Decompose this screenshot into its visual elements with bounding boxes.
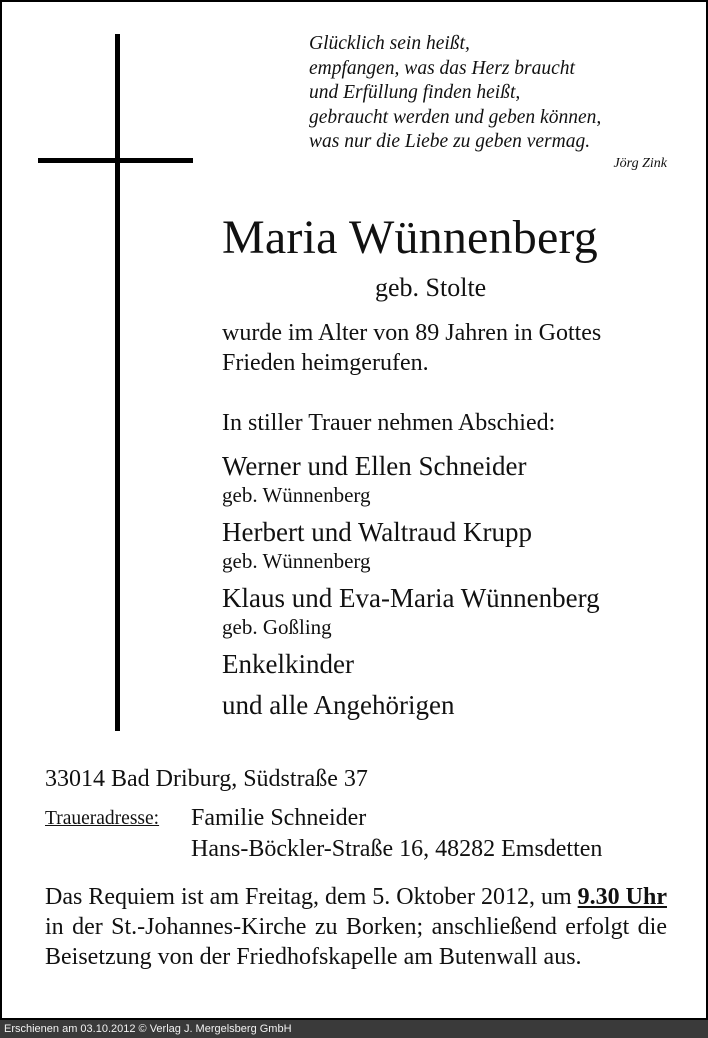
poem [309, 32, 669, 173]
mourners-list [222, 450, 682, 730]
deceased-maiden-name: geb. Stolte [375, 273, 487, 302]
requiem-part: in der St.-Johannes-Kirche zu Borken; anschließend erfolgt die Beisetzung von der Friedhofskapelle am Butenwall aus. [45, 914, 667, 970]
mourners-extra: und alle Angehörigen [222, 690, 455, 720]
trauer-address-line: Familie Schneider [191, 805, 367, 831]
deceased-intro: wurde im Alter von 89 Jahren in Gottes Frieden heimgerufen. [222, 320, 602, 376]
family-born: geb. Wünnenberg [222, 549, 371, 573]
footer-bar [0, 1020, 708, 1038]
poem-line: und Erfüllung finden heißt, [309, 82, 521, 103]
trauer-address-line: Hans-Böckler-Straße 16, 48282 Emsdetten [191, 836, 603, 862]
cross-icon [115, 34, 120, 731]
mourners-title: In stiller Trauer nehmen Abschied: [222, 410, 556, 436]
family-name: Klaus und Eva-Maria Wünnenberg [222, 583, 600, 613]
poem-line: was nur die Liebe zu geben vermag. [309, 131, 591, 152]
deceased-name: Maria Wünnenberg [222, 211, 598, 264]
poem-line: empfangen, was das Herz braucht [309, 57, 575, 79]
residence-address: 33014 Bad Driburg, Südstraße 37 [45, 766, 368, 792]
poem-line: Glücklich sein heißt, [309, 33, 470, 54]
requiem-text [45, 882, 667, 972]
trauer-address-label: Traueradresse: [45, 808, 160, 829]
family-born: geb. Wünnenberg [222, 483, 371, 507]
poem-author: Jörg Zink [613, 155, 667, 171]
publication-note: Erschienen am 03.10.2012 © Verlag J. Mergelsberg GmbH [4, 1023, 292, 1035]
requiem-part: Das Requiem ist am Freitag, dem 5. Oktober 2012, um [45, 884, 578, 910]
cross-icon-bar [38, 158, 193, 163]
family-born: geb. Goßling [222, 615, 332, 639]
poem-line: gebraucht werden und geben können, [309, 106, 602, 128]
family-name: Herbert und Waltraud Krupp [222, 517, 532, 547]
mourners-extra: Enkelkinder [222, 649, 354, 679]
requiem-time: 9.30 Uhr [577, 884, 667, 910]
family-name: Werner und Ellen Schneider [222, 451, 527, 481]
